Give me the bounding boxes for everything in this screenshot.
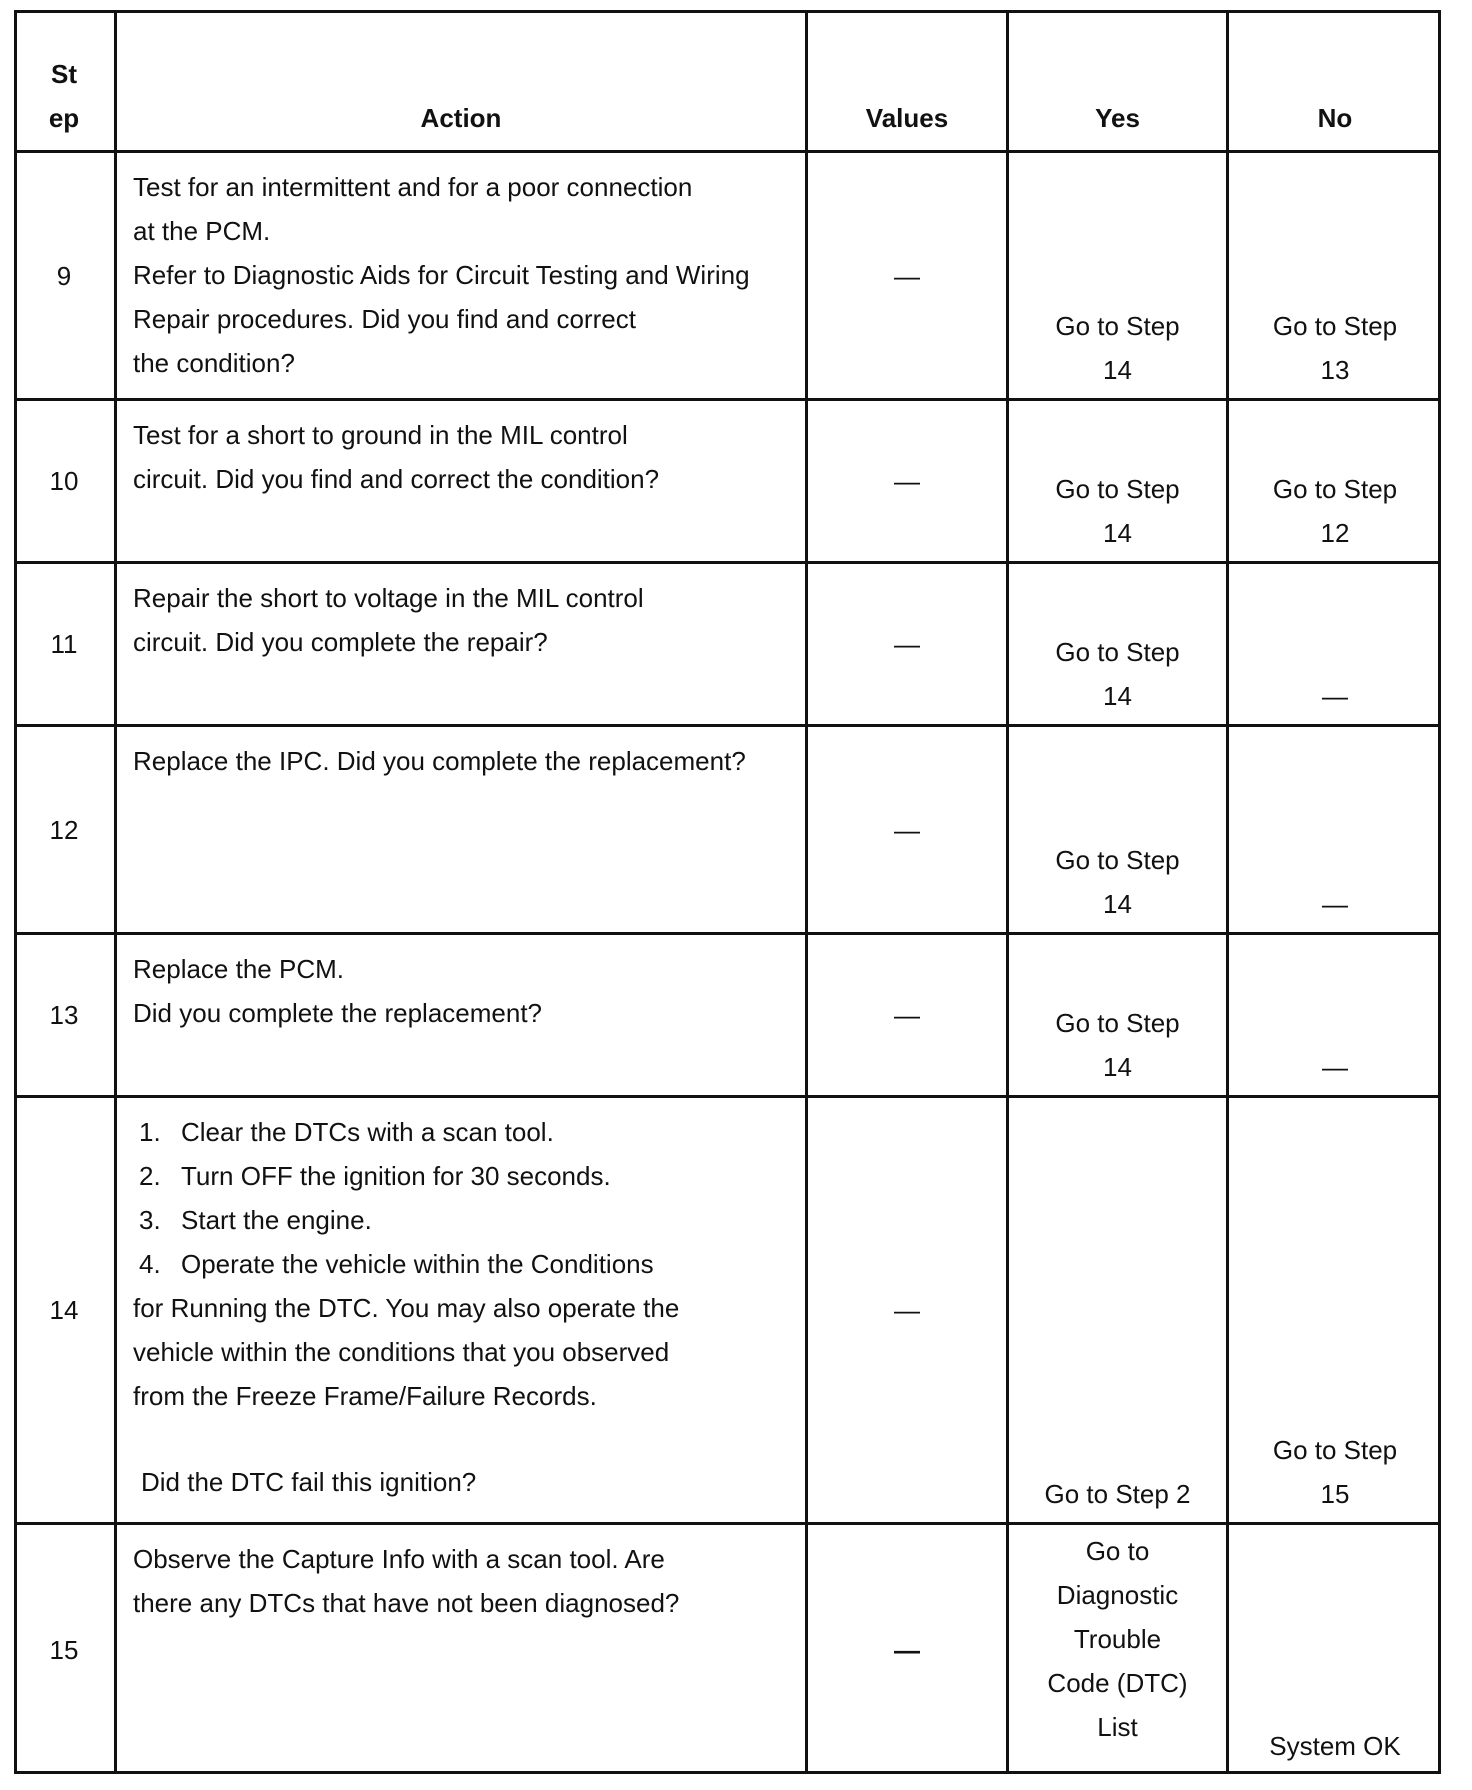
no-cell (1229, 1098, 1441, 1522)
no-line: Go to Step (1272, 311, 1398, 341)
action-line: from the Freeze Frame/Failure Records. (133, 1381, 597, 1411)
values-dash: — (894, 1634, 920, 1665)
no-cell (1229, 401, 1441, 561)
action-line: Replace the IPC. Did you complete the replacement? (133, 746, 746, 776)
no-cell (1229, 153, 1441, 398)
no-line: Go to Step (1272, 474, 1398, 504)
action-cell (117, 401, 805, 561)
step-number (14, 401, 114, 561)
no-line: 13 (1320, 355, 1350, 385)
no-line: 15 (1320, 1479, 1350, 1509)
list-number: 2. (139, 1161, 161, 1191)
yes-line: List (1097, 1712, 1138, 1742)
values-dash: — (894, 260, 920, 291)
action-list-item (133, 1154, 805, 1198)
values-dash: — (894, 629, 920, 659)
yes-line: Go to Step 2 (1044, 1479, 1191, 1509)
step-13: 13 (49, 1000, 79, 1030)
no-line: — (1322, 1052, 1348, 1082)
values-cell (808, 1525, 1006, 1774)
step-9: 9 (56, 260, 72, 291)
header-yes-label: Yes (1095, 103, 1140, 133)
values-dash: — (894, 1295, 920, 1325)
column-divider (114, 10, 117, 1774)
yes-line: 14 (1103, 681, 1132, 711)
step-10: 10 (49, 466, 79, 496)
yes-line: Go to Step (1055, 637, 1180, 667)
action-line: Test for a short to ground in the MIL control (133, 420, 628, 450)
header-values-label: Values (865, 103, 949, 133)
header-values (808, 10, 1006, 150)
yes-line: Go to Step (1055, 474, 1180, 504)
no-line: Go to Step (1272, 1435, 1398, 1465)
values-cell (808, 564, 1006, 724)
action-cell (117, 1525, 805, 1774)
values-cell (808, 401, 1006, 561)
no-cell (1229, 564, 1441, 724)
yes-line: 14 (1103, 1052, 1132, 1082)
values-dash: — (894, 1000, 920, 1030)
step-11: 11 (50, 629, 78, 659)
values-dash: — (894, 466, 920, 496)
action-line: Observe the Capture Info with a scan tool. Are (133, 1544, 665, 1574)
step-number (14, 564, 114, 724)
list-text: Turn OFF the ignition for 30 seconds. (181, 1161, 611, 1191)
list-number: 1. (139, 1117, 161, 1147)
action-list-item (133, 1242, 805, 1286)
step-number (14, 727, 114, 932)
yes-cell (1009, 401, 1226, 561)
yes-line: 14 (1103, 889, 1132, 919)
step-number (14, 1098, 114, 1522)
list-text: Clear the DTCs with a scan tool. (181, 1117, 554, 1147)
header-yes (1009, 10, 1226, 150)
action-line: for Running the DTC. You may also operate the (133, 1293, 680, 1323)
action-line: Repair the short to voltage in the MIL control (133, 583, 644, 613)
column-divider (805, 10, 808, 1774)
header-action (117, 10, 805, 150)
yes-line: Code (DTC) (1047, 1668, 1188, 1698)
action-line: Refer to Diagnostic Aids for Circuit Testing and Wiring (133, 260, 750, 290)
action-line: Replace the PCM. (133, 954, 344, 984)
action-cell (117, 727, 805, 932)
list-number: 3. (139, 1205, 161, 1235)
action-cell (117, 153, 805, 398)
step-number (14, 935, 114, 1095)
action-list-item (133, 1110, 805, 1154)
column-divider (1006, 10, 1009, 1774)
list-text: Operate the vehicle within the Conditions (181, 1249, 654, 1279)
values-cell (808, 935, 1006, 1095)
header-step-line2: ep (48, 103, 80, 133)
action-line: Did you complete the replacement? (133, 998, 543, 1028)
values-cell (808, 727, 1006, 932)
action-line: circuit. Did you find and correct the condition? (133, 464, 660, 494)
action-line: vehicle within the conditions that you observed (133, 1337, 670, 1367)
action-line: Repair procedures. Did you find and correct (133, 304, 636, 334)
no-cell (1229, 1525, 1441, 1774)
action-cell (117, 935, 805, 1095)
step-15: 15 (49, 1634, 79, 1665)
yes-line: 14 (1103, 355, 1132, 385)
step-number (14, 153, 114, 398)
column-divider (1226, 10, 1229, 1774)
yes-line: Go to (1085, 1536, 1150, 1566)
header-no (1229, 10, 1441, 150)
no-cell (1229, 727, 1441, 932)
action-line: circuit. Did you complete the repair? (133, 627, 548, 657)
action-line: there any DTCs that have not been diagnosed? (133, 1588, 680, 1618)
action-line: the condition? (133, 348, 295, 378)
step-number (14, 1525, 114, 1774)
header-no-label: No (1317, 103, 1353, 133)
values-cell (808, 153, 1006, 398)
yes-line: 14 (1103, 518, 1132, 548)
action-question: Did the DTC fail this ignition? (141, 1467, 477, 1497)
header-step (14, 10, 114, 150)
yes-cell (1009, 153, 1226, 398)
list-text: Start the engine. (181, 1205, 372, 1235)
no-line: 12 (1320, 518, 1350, 548)
header-action-label: Action (420, 103, 502, 133)
yes-line: Trouble (1073, 1624, 1162, 1654)
no-line: System OK (1269, 1731, 1401, 1761)
action-line: at the PCM. (133, 216, 271, 246)
no-line: — (1322, 889, 1348, 919)
action-cell (117, 1098, 805, 1522)
values-dash: — (894, 814, 920, 845)
yes-line: Go to Step (1055, 845, 1180, 875)
yes-line: Go to Step (1055, 311, 1180, 341)
values-cell (808, 1098, 1006, 1522)
action-cell (117, 564, 805, 724)
no-cell (1229, 935, 1441, 1095)
yes-cell (1009, 727, 1226, 932)
yes-cell (1009, 564, 1226, 724)
yes-line: Diagnostic (1056, 1580, 1179, 1610)
yes-cell (1009, 1098, 1226, 1522)
header-step-line1: St (51, 59, 77, 89)
list-number: 4. (139, 1249, 161, 1279)
action-line: Test for an intermittent and for a poor connection (133, 172, 693, 202)
step-14: 14 (49, 1295, 79, 1325)
yes-cell (1009, 935, 1226, 1095)
yes-cell (1009, 1525, 1226, 1774)
action-list-item (133, 1198, 805, 1242)
no-line: — (1322, 681, 1348, 711)
step-12: 12 (49, 814, 79, 845)
yes-line: Go to Step (1055, 1008, 1180, 1038)
